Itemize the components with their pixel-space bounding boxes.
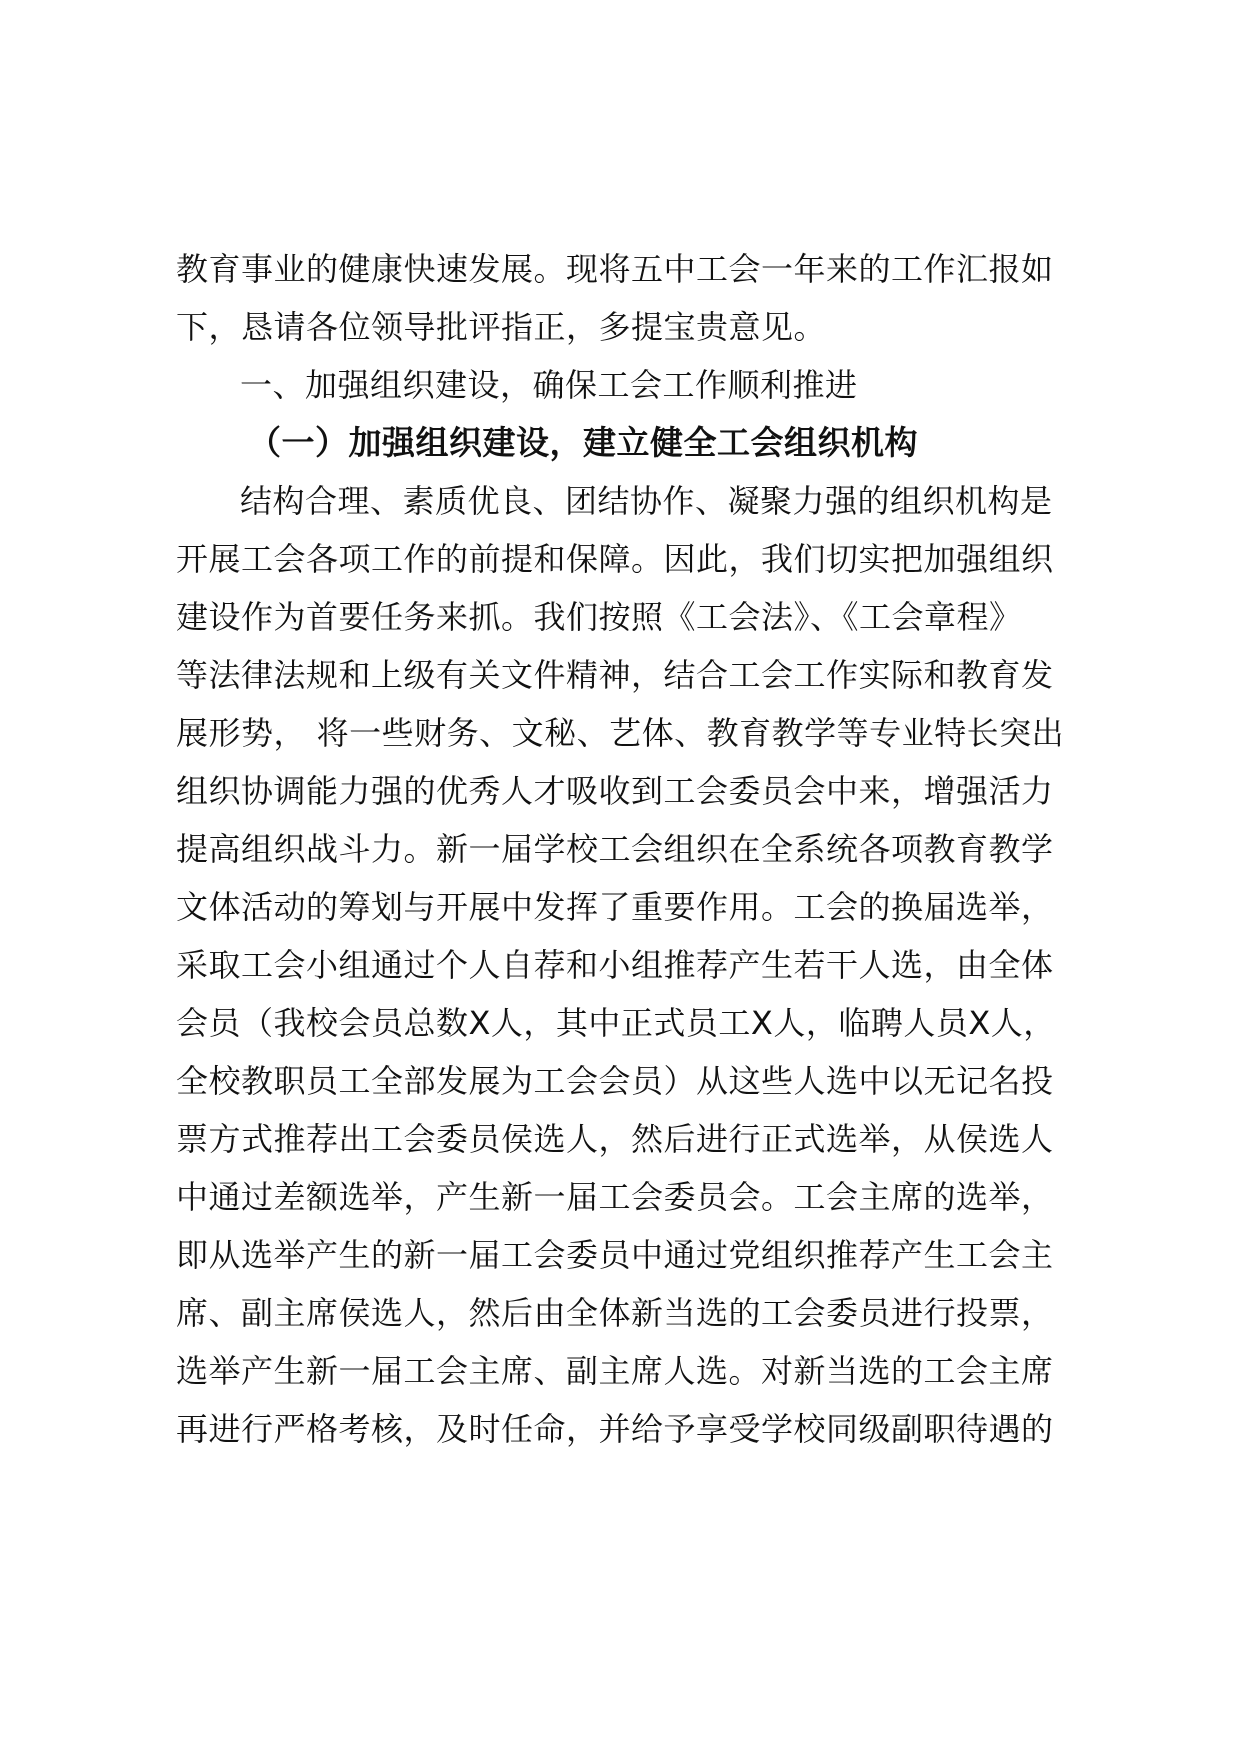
paragraph-line: 展形势， 将一些财务、文秘、艺体、教育教学等专业特长突出 [176,714,1065,752]
paragraph-line: 建设作为首要任务来抓。我们按照《工会法》、《工会章程》 [176,598,1022,636]
section-heading: 一、加强组织建设，确保工会工作顺利推进 [240,366,858,404]
body-text [176,240,1096,1458]
paragraph-line: 开展工会各项工作的前提和保障。因此，我们切实把加强组织 [176,540,1054,578]
paragraph-line: 中通过差额选举，产生新一届工会委员会。工会主席的选举， [176,1178,1054,1216]
paragraph-line: 即从选举产生的新一届工会委员中通过党组织推荐产生工会主 [176,1236,1054,1274]
paragraph-line: 会员（我校会员总数X人，其中正式员工X人，临聘人员X人， [176,1004,1056,1042]
paragraph-line: 选举产生新一届工会主席、副主席人选。对新当选的工会主席 [176,1352,1054,1390]
paragraph-line: 结构合理、素质优良、团结协作、凝聚力强的组织机构是 [240,482,1053,520]
paragraph-line: 全校教职员工全部发展为工会会员）从这些人选中以无记名投 [176,1062,1054,1100]
paragraph-line: 文体活动的筹划与开展中发挥了重要作用。工会的换届选举， [176,888,1054,926]
paragraph-line: 票方式推荐出工会委员侯选人，然后进行正式选举，从侯选人 [176,1120,1054,1158]
paragraph-line: 席、副主席侯选人，然后由全体新当选的工会委员进行投票， [176,1294,1054,1332]
paragraph-line: 再进行严格考核，及时任命，并给予享受学校同级副职待遇的 [176,1410,1054,1448]
paragraph-line: 组织协调能力强的优秀人才吸收到工会委员会中来，增强活力 [176,772,1054,810]
paragraph-line: 下，恳请各位领导批评指正，多提宝贵意见。 [176,308,827,346]
paragraph-line: 教育事业的健康快速发展。现将五中工会一年来的工作汇报如 [176,250,1054,288]
paragraph-line: 采取工会小组通过个人自荐和小组推荐产生若干人选，由全体 [176,946,1054,984]
paragraph-line: 提高组织战斗力。新一届学校工会组织在全系统各项教育教学 [176,830,1054,868]
subsection-heading: （一）加强组织建设，建立健全工会组织机构 [248,423,918,462]
paragraph-line: 等法律法规和上级有关文件精神，结合工会工作实际和教育发 [176,656,1054,694]
